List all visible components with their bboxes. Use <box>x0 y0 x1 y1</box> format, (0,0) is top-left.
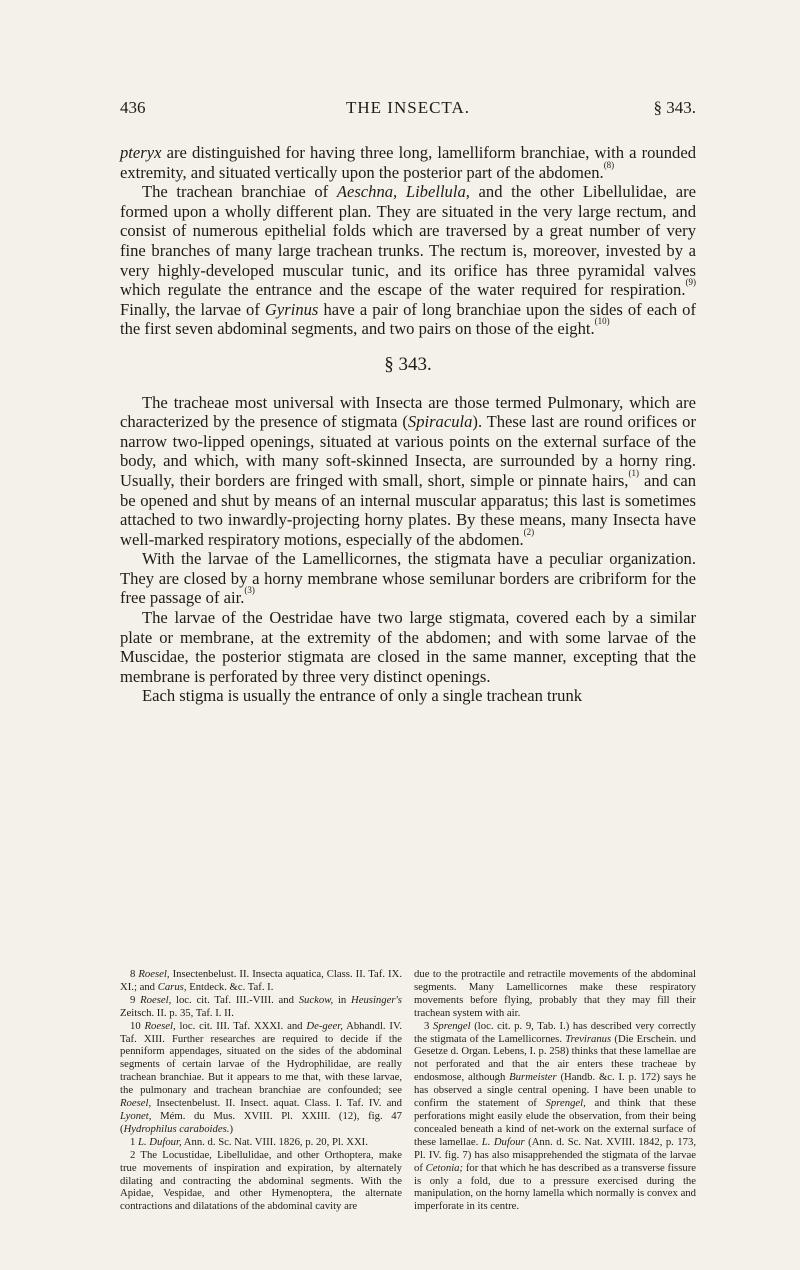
footnotes-left-column <box>120 968 402 1213</box>
footnote-1: 1 L. Dufour, Ann. d. Sc. Nat. VIII. 1826, p. 20, Pl. XXI. <box>130 1135 368 1148</box>
footnotes <box>120 968 696 1213</box>
paragraph-1: pteryx are distinguished for having three long, lamelliform branchiae, with a rounded extremity, and situated vertically upon the posterior part of the abdomen.$^{(8)}$ <box>120 143 696 182</box>
paragraph-2: The trachean branchiae of Aeschna, Libellula, and the other Libellulidae, are formed upon a wholly different plan. They are situated in the very large rectum, and consist of numerous epithelial folds which are traversed by a great number of very fine branches of many large trachean trunks. The rectum is, moreover, invested by a very highly-developed muscular tunic, and its orifice has three pyramidal valves which regulate the entrance and the escape of the water required for respiration.$^{(9)}$ Finally, the larvae of Gyrinus have a pair of long branchiae upon the sides of each of the first seven abdominal segments, and two pairs on those of the eight.$^{(10)}$ <box>120 182 696 339</box>
section-heading: § 343. <box>384 353 432 375</box>
paragraph-4: With the larvae of the Lamellicornes, the stigmata have a peculiar organization. They are closed by a horny membrane whose semilunar borders are cribriform for the free passage of air.$^{(3)}$ <box>120 549 696 608</box>
footnote-2-continued: due to the protractile and retractile movements of the abdominal segments. Many Lamellicornes make these respiratory movements before flying, probably that they may fill their trachean system with air. <box>414 968 696 1019</box>
running-title: THE INSECTA. <box>346 98 470 117</box>
paragraph-6: Each stigma is usually the entrance of only a single trachean trunk <box>142 686 583 706</box>
footnote-2: 2 The Locustidae, Libellulidae, and other Orthoptera, make true movements of inspiration and expiration, by alternately dilating and contracting the abdominal segments. With the Apidae, Vespidae, and other Hymenoptera, the alternate contractions and dilatations of the abdominal cavity are <box>120 1148 402 1213</box>
paragraph-3: The tracheae most universal with Insecta are those termed Pulmonary, which are characterized by the presence of stigmata (Spiracula). These last are round orifices or narrow two-lipped openings, situated at various points on the external surface of the body, and which, with many soft-skinned Insecta, are surrounded by a horny ring. Usually, their borders are fringed with small, short, simple or pinnate hairs,$^{(1)}$ and can be opened and shut by means of an internal muscular apparatus; this last is sometimes attached to two inwardly-projecting horny plates. By these means, many Insecta have well-marked respiratory motions, especially of the abdomen.$^{(2)}$ <box>120 392 696 549</box>
footnote-9: 9 Roesel, loc. cit. Taf. III.-VIII. and Suckow, in Heusinger's Zeitsch. II. p. 35, Taf. I. II. <box>120 993 402 1019</box>
footnote-3: 3 Sprengel (loc. cit. p. 9, Tab. I.) has described very correctly the stigmata of the Lamellicornes. Treviranus (Die Erschein. und Gesetze d. Organ. Lebens, I. p. 258) thinks that these lamellae are not perforated and that the air enters these tracheae by endosmose, although Burmeister (Handb. &c. I. p. 172) says he has observed a single central opening. I have been unable to confirm the statement of Sprengel, and think that these perforations might easily elude the observation, from their being concealed beneath a kind of net-work on the external surface of these lamellae. L. Dufour (Ann. d. Sc. Nat. XVIII. 1842, p. 173, Pl. IV. fig. 7) has also misapprehended the stigmata of the larvae of Cetonia; for that which he has described as a transverse fissure is only a fold, due to a pressure exercised during the manipulation, on the horny lamella which normally is convex and imperforate in its centre. <box>414 1019 697 1213</box>
paragraph-5: The larvae of the Oestridae have two large stigmata, covered each by a similar plate or membrane, at the extremity of the abdomen; and with some larvae of the Muscidae, the posterior stigmata are closed in the same manner, excepting that the membrane is perforated by three very distinct openings. <box>120 608 696 686</box>
page-number: 436 <box>120 98 146 117</box>
footnote-10: 10 Roesel, loc. cit. III. Taf. XXXI. and De-geer, Abhandl. IV. Taf. XIII. Further researches are required to decide if the penniform appendages, situated on the sides of the abdominal segments of certain larvae of the Hydrophilidae, are really trachean branchiae. But it appears to me that, with these larvae, the pulmonary and trachean branchiae are confounded; see Roesel, Insectenbelust. II. Insect. aquat. Class. I. Taf. IV. and Lyonet, Mém. du Mus. XVIII. Pl. XXIII. (12), fig. 47 (Hydrophilus caraboides.) <box>120 1019 403 1135</box>
footnotes-right-column <box>414 968 696 1213</box>
footnote-8: 8 Roesel, Insectenbelust. II. Insecta aquatica, Class. II. Taf. IX. XI.; and Carus, Entdeck. &c. Taf. I. <box>120 968 403 993</box>
main-text <box>120 143 696 706</box>
section-marker: § 343. <box>653 98 696 117</box>
